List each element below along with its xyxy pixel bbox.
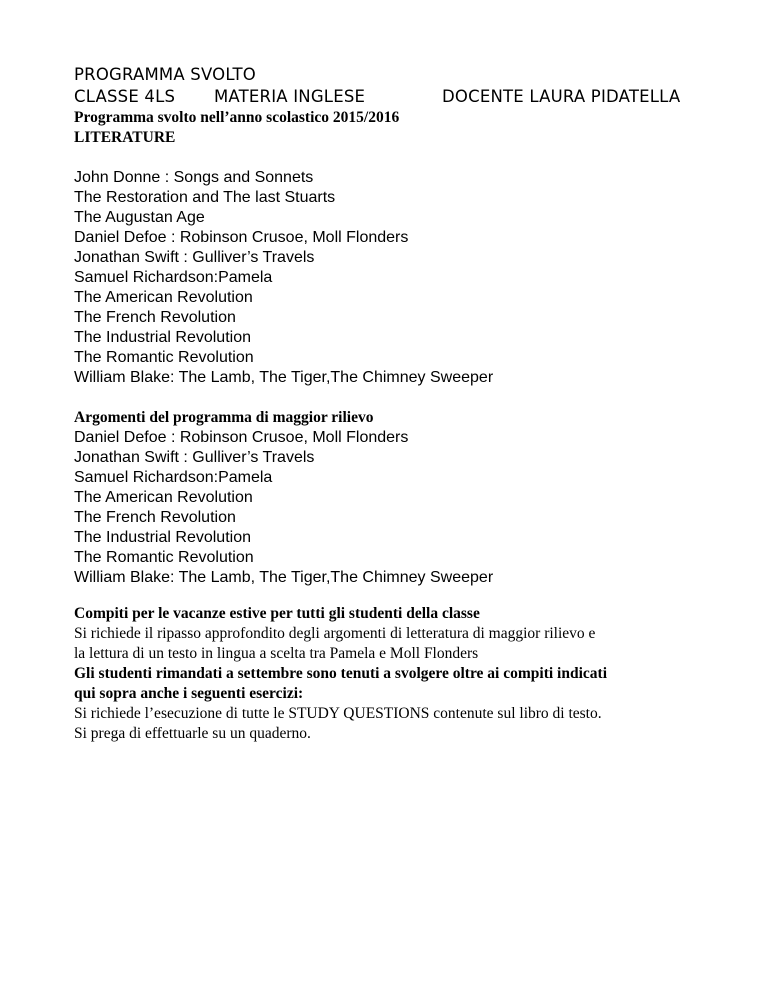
list-item: The Restoration and The last Stuarts (74, 189, 336, 206)
subject-label: MATERIA INGLESE (214, 87, 366, 106)
list-item: Samuel Richardson:Pamela (74, 269, 273, 286)
list-item: The Augustan Age (74, 209, 205, 226)
list-item: Jonathan Swift : Gulliver’s Travels (74, 249, 315, 266)
list-item: William Blake: The Lamb, The Tiger,The Chimney Sweeper (74, 369, 494, 386)
class-label: CLASSE 4LS (74, 87, 176, 106)
literature-list (74, 168, 714, 388)
document-page (74, 64, 714, 744)
compiti-text: la lettura di un testo in lingua a scelta tra Pamela e Moll Flonders (74, 645, 479, 662)
list-item: John Donne : Songs and Sonnets (74, 169, 314, 186)
list-item: The French Revolution (74, 309, 236, 326)
header-block (74, 64, 714, 108)
rilievo-heading: Argomenti del programma di maggior rilievo (74, 409, 374, 426)
list-item: William Blake: The Lamb, The Tiger,The Chimney Sweeper (74, 569, 494, 586)
esercizi-text: Si richiede l’esecuzione di tutte le STUDY QUESTIONS contenute sul libro di testo. (74, 705, 602, 722)
list-item: The Industrial Revolution (74, 329, 251, 346)
list-item: The American Revolution (74, 289, 253, 306)
rimandati-heading: qui sopra anche i seguenti esercizi: (74, 685, 304, 702)
rimandati-heading: Gli studenti rimandati a settembre sono tenuti a svolgere oltre ai compiti indicati (74, 665, 607, 682)
list-item: Samuel Richardson:Pamela (74, 469, 273, 486)
esercizi-text: Si prega di effettuarle su un quaderno. (74, 725, 311, 742)
literature-heading: LITERATURE (74, 129, 176, 146)
list-item: The Romantic Revolution (74, 349, 254, 366)
list-item: The Romantic Revolution (74, 549, 254, 566)
document-title: PROGRAMMA SVOLTO (74, 65, 256, 84)
list-item: Jonathan Swift : Gulliver’s Travels (74, 449, 315, 466)
compiti-heading: Compiti per le vacanze estive per tutti gli studenti della classe (74, 605, 480, 622)
rilievo-list (74, 428, 714, 588)
header-info-row (74, 86, 714, 108)
compiti-text: Si richiede il ripasso approfondito degli argomenti di letteratura di maggior rilievo e (74, 625, 596, 642)
list-item: Daniel Defoe : Robinson Crusoe, Moll Flonders (74, 229, 409, 246)
school-year-heading: Programma svolto nell’anno scolastico 2015/2016 (74, 109, 400, 126)
list-item: The French Revolution (74, 509, 236, 526)
list-item: The American Revolution (74, 489, 253, 506)
list-item: Daniel Defoe : Robinson Crusoe, Moll Flonders (74, 429, 409, 446)
list-item: The Industrial Revolution (74, 529, 251, 546)
compiti-section (74, 604, 714, 744)
teacher-label: DOCENTE LAURA PIDATELLA (442, 87, 681, 106)
